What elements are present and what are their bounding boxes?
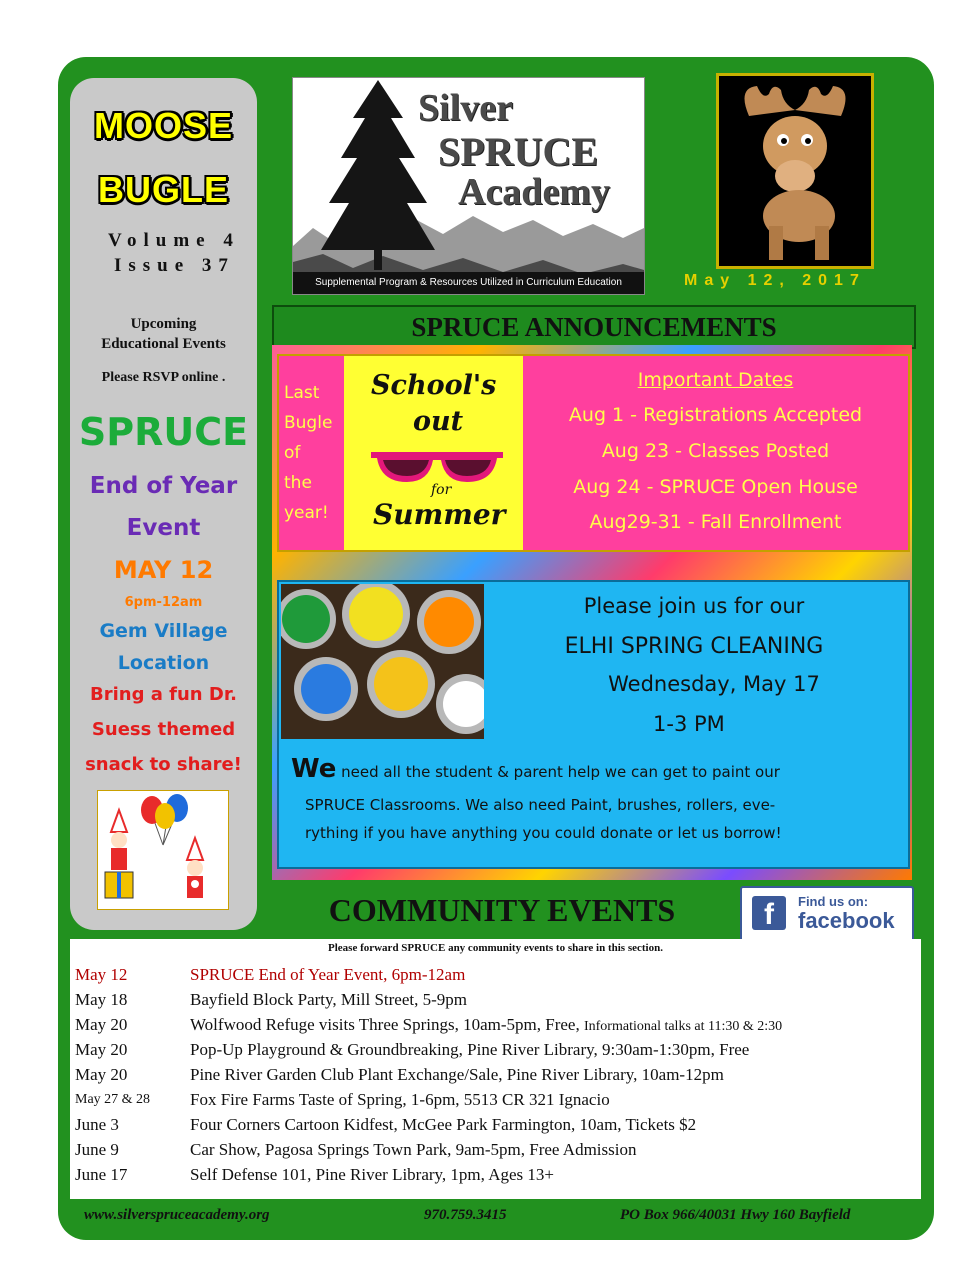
- cleaning-body-line1: [291, 754, 780, 784]
- summer-announcement-box: [277, 354, 910, 552]
- logo-line3: Academy: [458, 171, 610, 213]
- issue-label: Issue 37: [114, 255, 235, 276]
- event-text: Four Corners Cartoon Kidfest, McGee Park Farmington, 10am, Tickets $2: [190, 1115, 697, 1134]
- important-dates-panel: [523, 356, 908, 550]
- event-date: June 9: [75, 1140, 119, 1159]
- event-text: Bayfield Block Party, Mill Street, 5-9pm: [190, 990, 467, 1009]
- moose-icon: [719, 76, 871, 266]
- masthead-line1: MOOSE: [93, 105, 233, 146]
- date-item: Aug 1 - Registrations Accepted: [568, 404, 863, 426]
- sunglasses-icon: [367, 446, 507, 486]
- facebook-button[interactable]: [740, 886, 914, 943]
- cleaning-body-lead: We: [291, 754, 337, 784]
- paint-cans-icon: [281, 584, 484, 739]
- location-line1: Gem Village: [99, 620, 228, 642]
- event-line1: End of Year: [89, 473, 238, 499]
- announcements-heading: SPRUCE ANNOUNCEMENTS: [272, 305, 916, 349]
- upcoming-line1: Upcoming: [130, 316, 197, 332]
- graphic-line2: out: [413, 406, 464, 437]
- cleaning-line3: Wednesday, May 17: [608, 672, 820, 696]
- graphic-line1: School's: [371, 370, 497, 401]
- date-item: Aug 23 - Classes Posted: [601, 440, 830, 462]
- event-time: 6pm-12am: [124, 595, 203, 610]
- logo-line1: Silver: [418, 87, 513, 129]
- event-date: May 27 & 28: [75, 1092, 151, 1107]
- footer-address: PO Box 966/40031 Hwy 160 Bayfield: [620, 1207, 851, 1223]
- event-text: Pine River Garden Club Plant Exchange/Sale, Pine River Library, 10am-12pm: [190, 1065, 724, 1084]
- event-date: May 12: [75, 965, 128, 984]
- event-text: SPRUCE End of Year Event, 6pm-12am: [190, 965, 466, 984]
- event-line2: Event: [126, 515, 201, 541]
- dates-heading: Important Dates: [637, 369, 794, 391]
- facebook-line1: Find us on:: [798, 894, 869, 909]
- facebook-f-icon: f: [752, 896, 786, 930]
- cleaning-line1: Please join us for our: [583, 594, 805, 618]
- event-text: Pop-Up Playground & Groundbreaking, Pine River Library, 9:30am-1:30pm, Free: [190, 1040, 750, 1059]
- event-date: MAY 12: [113, 556, 214, 584]
- event-text: Wolfwood Refuge visits Three Springs, 10am-5pm, Free, Informational talks at 11:30 & 2:30: [190, 1015, 783, 1034]
- date-item: Aug29-31 - Fall Enrollment: [589, 511, 842, 533]
- bring-line3: snack to share!: [85, 754, 242, 775]
- event-text: Self Defense 101, Pine River Library, 1pm, Ages 13+: [190, 1165, 554, 1184]
- footer-website[interactable]: www.silverspruceacademy.org: [84, 1207, 270, 1223]
- spring-cleaning-box: [277, 580, 910, 869]
- cleaning-line4: 1-3 PM: [653, 712, 725, 736]
- issue-date: May 12, 2017: [684, 272, 866, 289]
- event-date: May 20: [75, 1015, 128, 1034]
- paint-cans-image: [281, 584, 484, 739]
- masthead-line2: BUGLE: [98, 169, 229, 210]
- cleaning-body-line3: rything if you have anything you could donate or let us borrow!: [305, 824, 782, 842]
- logo-line2: SPRUCE: [438, 129, 599, 174]
- event-date: May 20: [75, 1065, 128, 1084]
- event-date: June 3: [75, 1115, 119, 1134]
- rsvp-note[interactable]: Please RSVP online .: [101, 370, 226, 385]
- sidebar: [70, 78, 257, 930]
- graphic-line4: Summer: [373, 498, 506, 531]
- facebook-line2: facebook: [798, 908, 895, 933]
- community-events-list: [70, 939, 921, 1199]
- community-events-heading: COMMUNITY EVENTS: [328, 892, 676, 928]
- community-note: Please forward SPRUCE any community events to share in this section.: [328, 942, 663, 954]
- graphic-line3: for: [431, 482, 452, 498]
- moose-figurine-image: [716, 73, 874, 269]
- logo-tagline: Supplemental Program & Resources Utilized in Curriculum Education: [293, 272, 644, 294]
- bring-line2: Suess themed: [91, 719, 236, 740]
- upcoming-line2: Educational Events: [101, 336, 226, 352]
- cleaning-body-line2: SPRUCE Classrooms. We also need Paint, brushes, rollers, eve-: [305, 796, 776, 814]
- cleaning-body-text: need all the student & parent help we can get to paint our: [336, 763, 780, 781]
- last-bugle-text: Last Bugle of the year!: [284, 383, 333, 523]
- event-text: Fox Fire Farms Taste of Spring, 1-6pm, 5513 CR 321 Ignacio: [190, 1090, 610, 1109]
- date-item: Aug 24 - SPRUCE Open House: [573, 476, 858, 498]
- schools-out-graphic: [367, 370, 507, 540]
- bring-line1: Bring a fun Dr.: [90, 684, 237, 705]
- volume-label: Volume 4: [108, 230, 240, 251]
- event-text: Car Show, Pagosa Springs Town Park, 9am-5pm, Free Admission: [190, 1140, 637, 1159]
- footer-phone: 970.759.3415: [424, 1207, 507, 1223]
- academy-logo: [292, 77, 645, 295]
- event-date: May 20: [75, 1040, 128, 1059]
- event-date: June 17: [75, 1165, 128, 1184]
- event-title: SPRUCE: [78, 410, 249, 454]
- event-extra: Informational talks at 11:30 & 2:30: [583, 1019, 783, 1034]
- cleaning-line2: ELHI SPRING CLEANING: [564, 634, 824, 659]
- thing-one-thing-two-illustration: [97, 790, 229, 910]
- last-bugle-panel: [279, 356, 344, 550]
- location-line2: Location: [117, 652, 210, 674]
- event-date: May 18: [75, 990, 128, 1009]
